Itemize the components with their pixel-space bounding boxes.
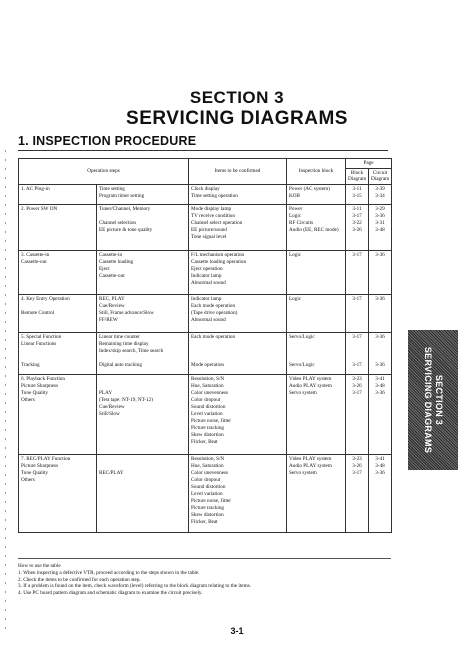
cell-line: 3-11 — [352, 205, 362, 212]
cell-line — [348, 348, 366, 355]
row-block-page-cell — [346, 184, 369, 204]
cell-line: 3-11 — [352, 185, 362, 192]
note-item: 2. Check the items to be confirmed for each operation step. — [18, 576, 141, 583]
header-operation-steps: Operation steps — [19, 159, 189, 185]
cell-line: Hue, Saturation — [191, 382, 224, 389]
cell-line: 3-22 — [352, 219, 362, 226]
cell-line: Each mode operation — [191, 333, 236, 340]
cell-line: 3-34 — [375, 192, 385, 199]
cell-line: Tone Quality — [21, 469, 49, 476]
cell-line: 6. Playback Function — [21, 375, 65, 382]
cell-line: Skew distortion — [191, 511, 224, 518]
cell-line: Cassette-in — [99, 251, 123, 258]
row-items-cell — [189, 184, 287, 204]
cell-line — [371, 348, 389, 355]
cell-line: REC/PLAY — [99, 469, 124, 476]
row-block-cell — [287, 204, 346, 250]
cell-line: Picture Sharpness — [21, 462, 59, 469]
header-inspection-block: Inspection block — [287, 159, 346, 185]
cell-line: Index/skip search, Time search — [99, 347, 164, 354]
cell-line: Cassette loading operation — [191, 258, 247, 265]
cell-line — [191, 341, 284, 348]
table-row — [19, 250, 392, 294]
cell-line: EE picture/sound — [191, 226, 227, 233]
page-number: 3-1 — [230, 626, 244, 636]
row-step-cell — [19, 294, 97, 332]
cell-line — [99, 213, 186, 220]
cell-line: Audio PLAY system — [289, 382, 332, 389]
table-body — [19, 184, 392, 532]
cell-line: Indicator lamp — [191, 272, 222, 279]
row-step-cell — [19, 184, 97, 204]
cell-line — [99, 376, 186, 383]
cell-line: Others — [21, 396, 35, 403]
cell-line: Still, Frame advance/Slow — [99, 309, 154, 316]
cell-line: Picture tracking — [191, 424, 225, 431]
cell-line: 3-36 — [375, 295, 385, 302]
cell-line: Tone Quality — [21, 389, 49, 396]
cell-line: Picture noise, Jitter — [191, 497, 231, 504]
cell-line: Indicator lamp — [191, 295, 222, 302]
cell-line: Logic — [289, 251, 302, 258]
cell-line: Servo/Logic — [289, 361, 315, 368]
cell-line: 3-36 — [375, 212, 385, 219]
cell-line — [21, 303, 94, 310]
table-row — [19, 184, 392, 204]
row-step-cell — [19, 454, 97, 532]
cell-line: 3-26 — [352, 226, 362, 233]
row-block-cell — [287, 294, 346, 332]
row-items-cell — [189, 374, 287, 454]
cell-line: Servo/Logic — [289, 333, 315, 340]
cell-line: Servo system — [289, 389, 317, 396]
row-operation-cell — [97, 374, 189, 454]
cell-line: Level variation — [191, 410, 223, 417]
row-circuit-page-cell — [369, 184, 392, 204]
table-row — [19, 204, 392, 250]
cell-line: KOB — [289, 192, 300, 199]
cell-line — [348, 341, 366, 348]
cell-line: 3-17 — [352, 469, 362, 476]
cell-line: Logic — [289, 295, 302, 302]
cell-line: (Tape drive operation) — [191, 309, 238, 316]
cell-line: Time setting operation — [191, 192, 238, 199]
table-row — [19, 374, 392, 454]
row-block-cell — [287, 374, 346, 454]
cell-line: Program timer setting — [99, 192, 145, 199]
cell-line: Logic — [289, 212, 302, 219]
cell-line: Audio (EE, REC mode) — [289, 226, 339, 233]
cell-line: 3-17 — [352, 212, 362, 219]
cell-line: Level variation — [191, 490, 223, 497]
cell-line: Linear Functions — [21, 340, 57, 347]
cell-line: Each mode operation — [191, 302, 236, 309]
table-row — [19, 294, 392, 332]
cell-line: FF/REW — [99, 316, 118, 323]
cell-line: 3-23 — [352, 455, 362, 462]
header-block-diagram: Block Diagram — [346, 168, 369, 184]
scan-artifact — [5, 150, 6, 630]
cell-line: 3-36 — [375, 389, 385, 396]
row-block-cell — [287, 250, 346, 294]
row-block-page-cell — [346, 250, 369, 294]
row-operation-cell — [97, 454, 189, 532]
usage-notes — [18, 563, 391, 597]
cell-line: 3-17 — [352, 361, 362, 368]
cell-line — [191, 355, 284, 362]
cell-line — [289, 348, 343, 355]
row-block-cell — [287, 184, 346, 204]
cell-line: Color unevenness — [191, 389, 229, 396]
row-items-cell — [189, 250, 287, 294]
row-circuit-page-cell — [369, 250, 392, 294]
cell-line — [99, 355, 186, 362]
cell-line: Power (AC system) — [289, 185, 330, 192]
cell-line: Video PLAY system — [289, 375, 332, 382]
cell-line: PLAY — [99, 389, 113, 396]
cell-line: TV receive condition — [191, 212, 235, 219]
cell-line: (Test tape: NT-19, NT-12) — [99, 396, 153, 403]
cell-line: Still/Slow — [99, 410, 120, 417]
cell-line: Others — [21, 476, 35, 483]
row-items-cell — [189, 204, 287, 250]
cell-line: Tuner/Channel, Memory — [99, 205, 151, 212]
cell-line: 3-15 — [352, 192, 362, 199]
cell-line: 3-26 — [352, 382, 362, 389]
side-tab-line-1: SECTION 3 — [434, 374, 444, 426]
cell-line: 2. Power SW ON — [21, 205, 58, 212]
cell-line: Cassette-out — [99, 272, 125, 279]
note-item: 1. When inspecting a defective VTR, proceed according to the steps shown in the table. — [18, 569, 200, 576]
side-tab-label — [422, 330, 444, 470]
cell-line: Sound distortion — [191, 483, 226, 490]
row-operation-cell — [97, 204, 189, 250]
row-operation-cell — [97, 250, 189, 294]
cell-line — [99, 383, 186, 390]
table-row — [19, 332, 392, 374]
cell-line: 3-41 — [375, 455, 385, 462]
cell-line: 3-48 — [375, 382, 385, 389]
cell-line: REC, PLAY — [99, 295, 125, 302]
cell-line: Cassette-out — [21, 258, 47, 265]
cell-line — [21, 355, 94, 362]
cell-line — [371, 355, 389, 362]
cell-line: Clock display — [191, 185, 220, 192]
cell-line: Sound distortion — [191, 403, 226, 410]
cell-line: 3-29 — [375, 205, 385, 212]
cell-line: Remaining time display — [99, 340, 149, 347]
cell-line: Digital auto tracking — [99, 361, 142, 368]
cell-line: 7. REC/PLAY Function — [21, 455, 71, 462]
cell-line: Abnormal sound — [191, 316, 226, 323]
cell-line: 3-36 — [375, 361, 385, 368]
cell-line: RF Circuits — [289, 219, 314, 226]
row-block-page-cell — [346, 204, 369, 250]
header-page: Page — [346, 159, 392, 169]
notes-divider — [18, 558, 391, 559]
cell-line: 3-41 — [375, 375, 385, 382]
cell-line: 3-36 — [375, 469, 385, 476]
row-block-cell — [287, 454, 346, 532]
table-row — [19, 454, 392, 532]
cell-line — [371, 341, 389, 348]
row-operation-cell — [97, 332, 189, 374]
cell-line — [21, 348, 94, 355]
cell-line: Linear time counter — [99, 333, 140, 340]
cell-line: 3-23 — [352, 375, 362, 382]
cell-line — [99, 463, 186, 470]
row-step-cell — [19, 374, 97, 454]
row-block-page-cell — [346, 454, 369, 532]
cell-line: Mode display lamp — [191, 205, 232, 212]
row-items-cell — [189, 332, 287, 374]
cell-line: 3. Cassette-in — [21, 251, 50, 258]
cell-line: EE picture & tone quality — [99, 226, 153, 233]
row-operation-cell — [97, 294, 189, 332]
cell-line: Time setting — [99, 185, 125, 192]
cell-line: Power — [289, 205, 303, 212]
side-tab-line-2: SERVICING DIAGRAMS — [423, 346, 433, 454]
cell-line: Mode operation — [191, 361, 225, 368]
header-items: Items to be confirmed — [189, 159, 287, 185]
row-circuit-page-cell — [369, 294, 392, 332]
cell-line: Tone signal level — [191, 233, 227, 240]
cell-line — [191, 348, 284, 355]
cell-line: 1. AC Plug-in — [21, 185, 50, 192]
cell-line: 3-17 — [352, 295, 362, 302]
cell-line: Picture noise, Jitter — [191, 417, 231, 424]
note-item: 3. If a problem is found on the item, check waveform (level) referring to the block diagram relating to the items. — [18, 583, 251, 590]
cell-line — [289, 341, 343, 348]
cell-line: Color dropout — [191, 396, 221, 403]
cell-line: Eject — [99, 265, 110, 272]
notes-heading: How to use the table — [18, 563, 61, 569]
cell-line: Color unevenness — [191, 469, 229, 476]
row-circuit-page-cell — [369, 374, 392, 454]
cell-line: 3-39 — [375, 185, 385, 192]
cell-line: Cue/Review — [99, 302, 125, 309]
cell-line: Resolution, S/N — [191, 455, 225, 462]
cell-line: F/L mechanism operation — [191, 251, 245, 258]
note-item: 4. Use PC board pattern diagram and schematic diagram to examine the circuit precisely. — [18, 590, 203, 597]
cell-line: Flicker, Beat — [191, 438, 218, 445]
cell-line: Tracking — [21, 361, 40, 368]
cell-line: 3-36 — [375, 251, 385, 258]
cell-line: 3-17 — [352, 389, 362, 396]
row-step-cell — [19, 250, 97, 294]
section-number: SECTION 3 — [189, 88, 285, 107]
cell-line: Abnormal sound — [191, 279, 226, 286]
row-block-page-cell — [346, 374, 369, 454]
cell-line — [348, 355, 366, 362]
row-step-cell — [19, 204, 97, 250]
row-circuit-page-cell — [369, 204, 392, 250]
cell-line: 3-17 — [352, 251, 362, 258]
cell-line: Cue/Review — [99, 403, 125, 410]
cell-line: 3-48 — [375, 226, 385, 233]
cell-line: Picture Sharpness — [21, 382, 59, 389]
cell-line: 3-31 — [375, 219, 385, 226]
row-circuit-page-cell — [369, 332, 392, 374]
cell-line: Skew distortion — [191, 431, 224, 438]
cell-line — [99, 456, 186, 463]
cell-line: 3-36 — [375, 333, 385, 340]
cell-line: Servo system — [289, 469, 317, 476]
cell-line — [289, 355, 343, 362]
cell-line: 3-26 — [352, 462, 362, 469]
row-circuit-page-cell — [369, 454, 392, 532]
header-circuit-diagram: Circuit Diagram — [369, 168, 392, 184]
cell-line: 5. Special Function — [21, 333, 62, 340]
cell-line: Remote Control — [21, 309, 55, 316]
row-block-page-cell — [346, 294, 369, 332]
cell-line: Channel select operation — [191, 219, 243, 226]
row-items-cell — [189, 454, 287, 532]
cell-line: Hue, Saturation — [191, 462, 224, 469]
cell-line: Flicker, Beat — [191, 518, 218, 525]
section-title: SERVICING DIAGRAMS — [126, 108, 348, 129]
cell-line: 4. Key Entry Operation — [21, 295, 70, 302]
cell-line: Color dropout — [191, 476, 221, 483]
cell-line: 3-48 — [375, 462, 385, 469]
cell-line: Channel selection — [99, 219, 137, 226]
cell-line: Cassette loading — [99, 258, 134, 265]
cell-line: Video PLAY system — [289, 455, 332, 462]
row-items-cell — [189, 294, 287, 332]
inspection-table — [18, 158, 392, 533]
subsection-heading: 1. INSPECTION PROCEDURE — [18, 134, 197, 148]
cell-line: Picture tracking — [191, 504, 225, 511]
row-block-cell — [287, 332, 346, 374]
cell-line: Audio PLAY system — [289, 462, 332, 469]
row-block-page-cell — [346, 332, 369, 374]
heading-rule — [18, 150, 388, 151]
cell-line: Eject operation — [191, 265, 223, 272]
row-operation-cell — [97, 184, 189, 204]
row-step-cell — [19, 332, 97, 374]
cell-line: 3-17 — [352, 333, 362, 340]
cell-line: Resolution, S/N — [191, 375, 225, 382]
